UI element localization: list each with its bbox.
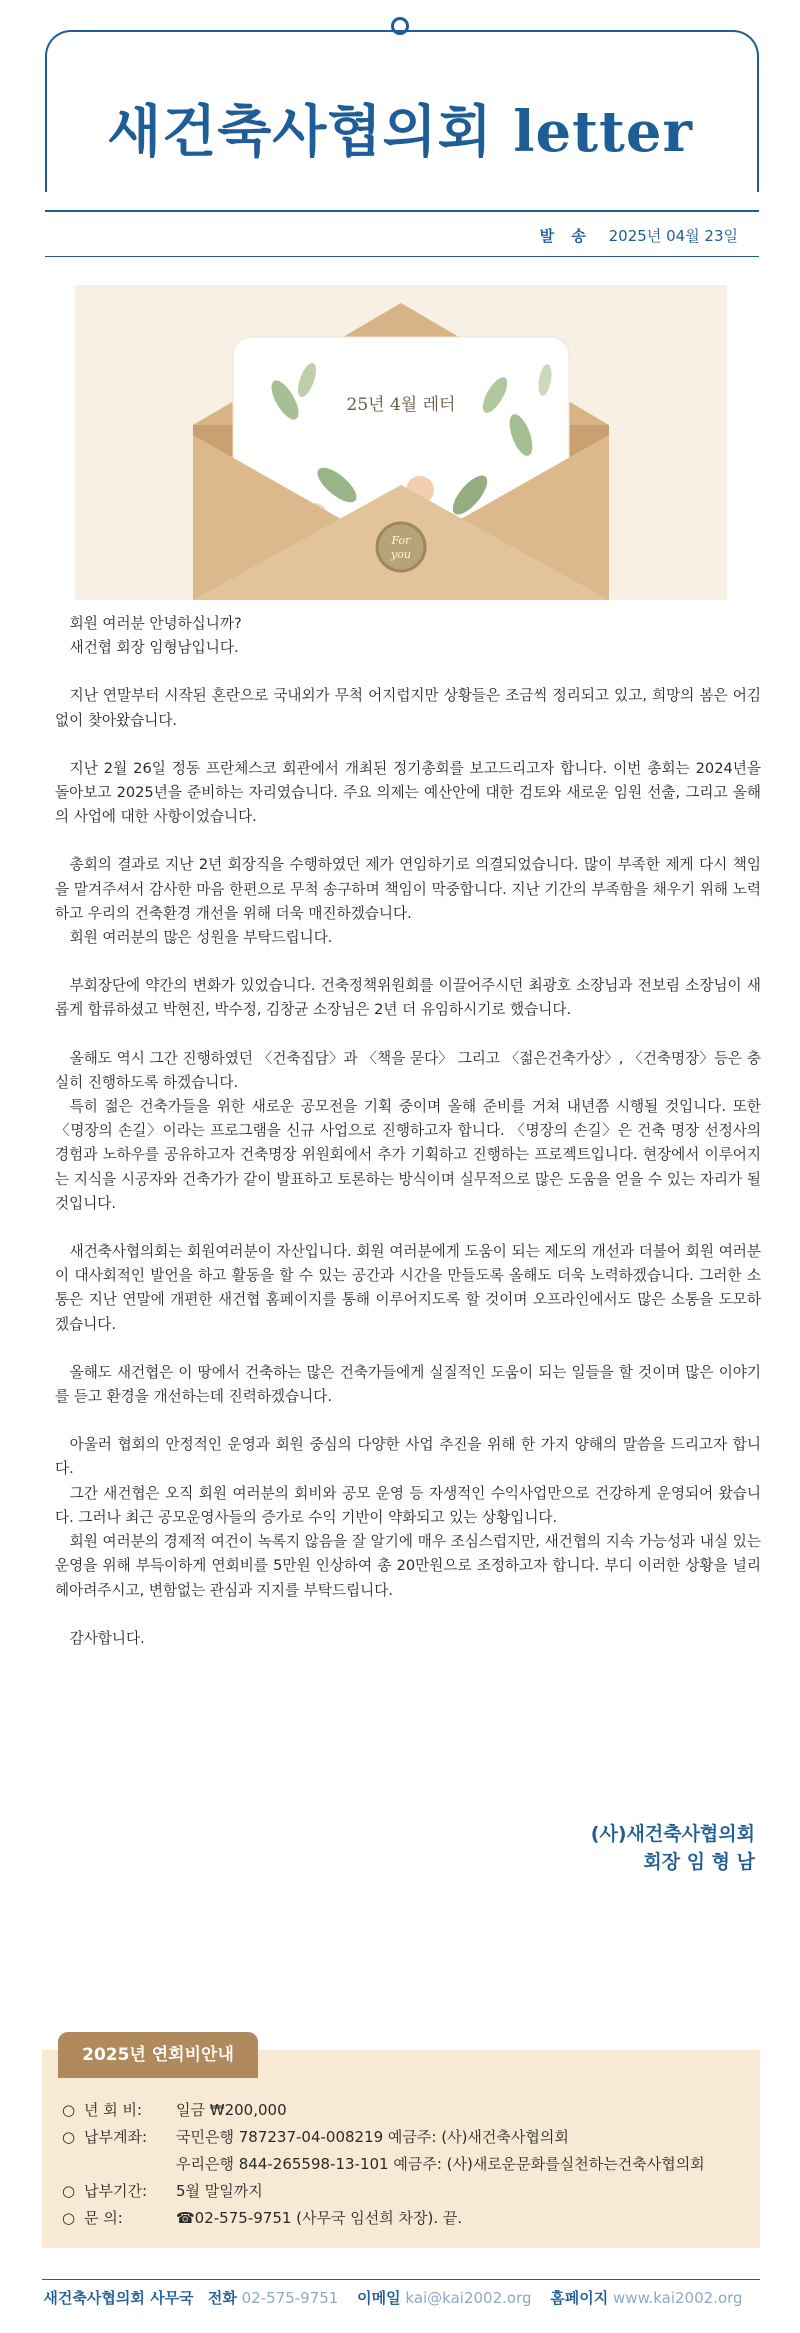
footer-rule xyxy=(42,2279,760,2280)
header-rule xyxy=(45,210,759,212)
card-text: 25년 4월 레터 xyxy=(346,395,456,415)
seal-text-line1: For xyxy=(391,534,411,547)
envelope-graphic xyxy=(75,285,727,600)
fee-row-key: 납부기간: xyxy=(84,2182,148,2200)
footer-phone-label: 전화 xyxy=(207,2289,237,2307)
paragraph-4: 부회장단에 약간의 변화가 있었습니다. 건축정책위원회를 이끌어주시던 최광호 소장님과 전보림 소장님이 새롭게 합류하셨고 박현진, 박수정, 김창균 소장님은 2년 더 유임하시기로 했습니다. xyxy=(55,977,761,1019)
paragraph-1: 지난 연말부터 시작된 혼란으로 국내외가 무척 어지럽지만 상황들은 조금씩 정리되고 있고, 희망의 봄은 어김없이 찾아왔습니다. xyxy=(55,687,761,729)
fee-row-annual xyxy=(62,2097,705,2124)
fee-row-inquiry xyxy=(62,2205,705,2232)
seal-text-line2: you xyxy=(391,548,411,561)
fee-row-period xyxy=(62,2178,705,2205)
send-date-value: 2025년 04월 23일 xyxy=(608,227,738,245)
paragraph-8c: 회원 여러분의 경제적 여건이 녹록지 않음을 잘 알기에 매우 조심스럽지만, 새건협의 지속 가능성과 내실 있는 운영을 위해 부득이하게 연회비를 5만원 인상하여 총 20만원으로 조정하고자 합니다. 부디 이러한 상황을 널리 헤아려주시고, 변함없는 관심과 지지를 부탁드립니다. xyxy=(55,1533,761,1599)
signature-org: (사)새건축사협의회 xyxy=(590,1823,755,1845)
greeting-line-1: 회원 여러분 안녕하십니까? xyxy=(69,615,242,632)
fee-row-value: 일금 ₩200,000 xyxy=(176,2101,287,2119)
bullet-icon: ○ xyxy=(62,2128,76,2146)
fee-row-key: 납부계좌: xyxy=(84,2128,148,2146)
wax-seal-icon xyxy=(377,523,425,571)
greeting-line-2: 새건협 회장 임형남입니다. xyxy=(69,639,239,657)
closing-line: 감사합니다. xyxy=(69,1629,145,1647)
fee-row-value: ☎02-575-9751 (사무국 임선희 차장). 끝. xyxy=(176,2209,463,2227)
send-date xyxy=(540,225,738,246)
letter-body xyxy=(55,612,761,1651)
footer-office: 새건축사협의회 사무국 xyxy=(43,2289,194,2307)
fee-row-value: 우리은행 844-265598-13-101 예금주: (사)새로운문화를실천하는건축사협의회 xyxy=(176,2155,705,2173)
footer-phone: 02-575-9751 xyxy=(241,2289,339,2307)
fee-row-value: 국민은행 787237-04-008219 예금주: (사)새건축사협의회 xyxy=(176,2128,569,2146)
paragraph-8: 아울러 협회의 안정적인 운영과 회원 중심의 다양한 사업 추진을 위해 한 가지 양해의 말씀을 드리고자 합니다. xyxy=(55,1436,761,1478)
signature-block xyxy=(591,1820,755,1876)
footer-email-label: 이메일 xyxy=(357,2289,401,2307)
fee-row-value: 5월 말일까지 xyxy=(176,2182,263,2200)
footer xyxy=(0,2287,800,2308)
newsletter-title xyxy=(0,88,800,168)
fee-info-title: 2025년 연회비안내 xyxy=(58,2032,258,2078)
paragraph-6: 새건축사협의회는 회원여러분이 자산입니다. 회원 여러분에게 도움이 되는 제도의 개선과 더불어 회원 여러분이 대사회적인 발언을 하고 활동을 할 수 있는 공간과 시간을 만들도록 올해도 더욱 노력하겠습니다. 그러한 소통은 지난 연말에 개편한 새건협 홈페이지를 통해 이루어지도록 할 것이며 오프라인에서도 많은 소통을 도모하겠습니다. xyxy=(55,1243,761,1333)
footer-home-label: 홈페이지 xyxy=(550,2289,609,2307)
footer-home-link[interactable]: www.kai2002.org xyxy=(613,2289,743,2307)
fee-row-account-2 xyxy=(62,2151,705,2178)
fee-row-key: 년 회 비: xyxy=(84,2101,143,2119)
fee-row-key: 문 의: xyxy=(84,2209,123,2227)
bullet-icon: ○ xyxy=(62,2101,76,2119)
date-rule xyxy=(45,256,759,257)
paragraph-7: 올해도 새건협은 이 땅에서 건축하는 많은 건축가들에게 실질적인 도움이 되는 일들을 할 것이며 많은 이야기를 듣고 환경을 개선하는데 진력하겠습니다. xyxy=(55,1363,761,1406)
title-korean: 새건축사협의회 xyxy=(107,100,493,165)
signature-name: 회장 임 형 남 xyxy=(643,1851,755,1873)
send-date-label: 발 송 xyxy=(539,227,592,245)
paragraph-5: 올해도 역시 그간 진행하였던 〈건축집담〉과 〈책을 묻다〉 그리고 〈젊은건축가상〉, 〈건축명장〉등은 충실히 진행하도록 하겠습니다. xyxy=(55,1049,761,1091)
paragraph-8b: 그간 새건협은 오직 회원 여러분의 회비와 공모 운영 등 자생적인 수익사업만으로 건강하게 운영되어 왔습니다. 그러나 최근 공모운영사들의 증가로 수익 기반이 약화되고 있는 상황입니다. xyxy=(55,1484,761,1526)
bullet-icon: ○ xyxy=(62,2182,76,2200)
title-english: letter xyxy=(513,99,693,165)
footer-email-link[interactable]: kai@kai2002.org xyxy=(405,2289,532,2307)
envelope-illustration xyxy=(75,285,727,600)
bullet-icon: ○ xyxy=(62,2209,76,2227)
paragraph-5b: 특히 젊은 건축가들을 위한 새로운 공모전을 기획 중이며 올해 준비를 거쳐 내년쯤 시행될 것입니다. 또한 〈명장의 손길〉이라는 프로그램을 신규 사업으로 진행하고자 합니다. 〈명장의 손길〉은 건축 명장 선정사의 경험과 노하우를 공유하고자 건축명장 위원회에서 추가 기획하고 진행하는 프로젝트입니다. 현장에서 이루어지는 지식을 시공자와 건축가가 같이 발표하고 토론하는 방식이며 실무적으로 많은 도움을 얻을 수 있는 자리가 될 것입니다. xyxy=(55,1098,761,1212)
fee-info-list xyxy=(62,2097,705,2232)
paragraph-3b: 회원 여러분의 많은 성원을 부탁드립니다. xyxy=(69,929,333,947)
fee-row-account xyxy=(62,2124,705,2151)
paragraph-2: 지난 2월 26일 정동 프란체스코 회관에서 개최된 정기총회를 보고드리고자 합니다. 이번 총회는 2024년을 돌아보고 2025년을 준비하는 자리였습니다. 주요 의제는 예산안에 대한 검토와 새로운 임원 선출, 그리고 올해의 사업에 대한 사항이었습니다. xyxy=(55,759,761,826)
paragraph-3: 총회의 결과로 지난 2년 회장직을 수행하였던 제가 연임하기로 의결되었습니다. 많이 부족한 제게 다시 책임을 맡겨주셔서 감사한 마음 한편으로 무척 송구하며 책임이 막중합니다. 지난 기간의 부족함을 채우기 위해 노력하고 우리의 건축환경 개선을 위해 더욱 매진하겠습니다. xyxy=(55,856,761,922)
